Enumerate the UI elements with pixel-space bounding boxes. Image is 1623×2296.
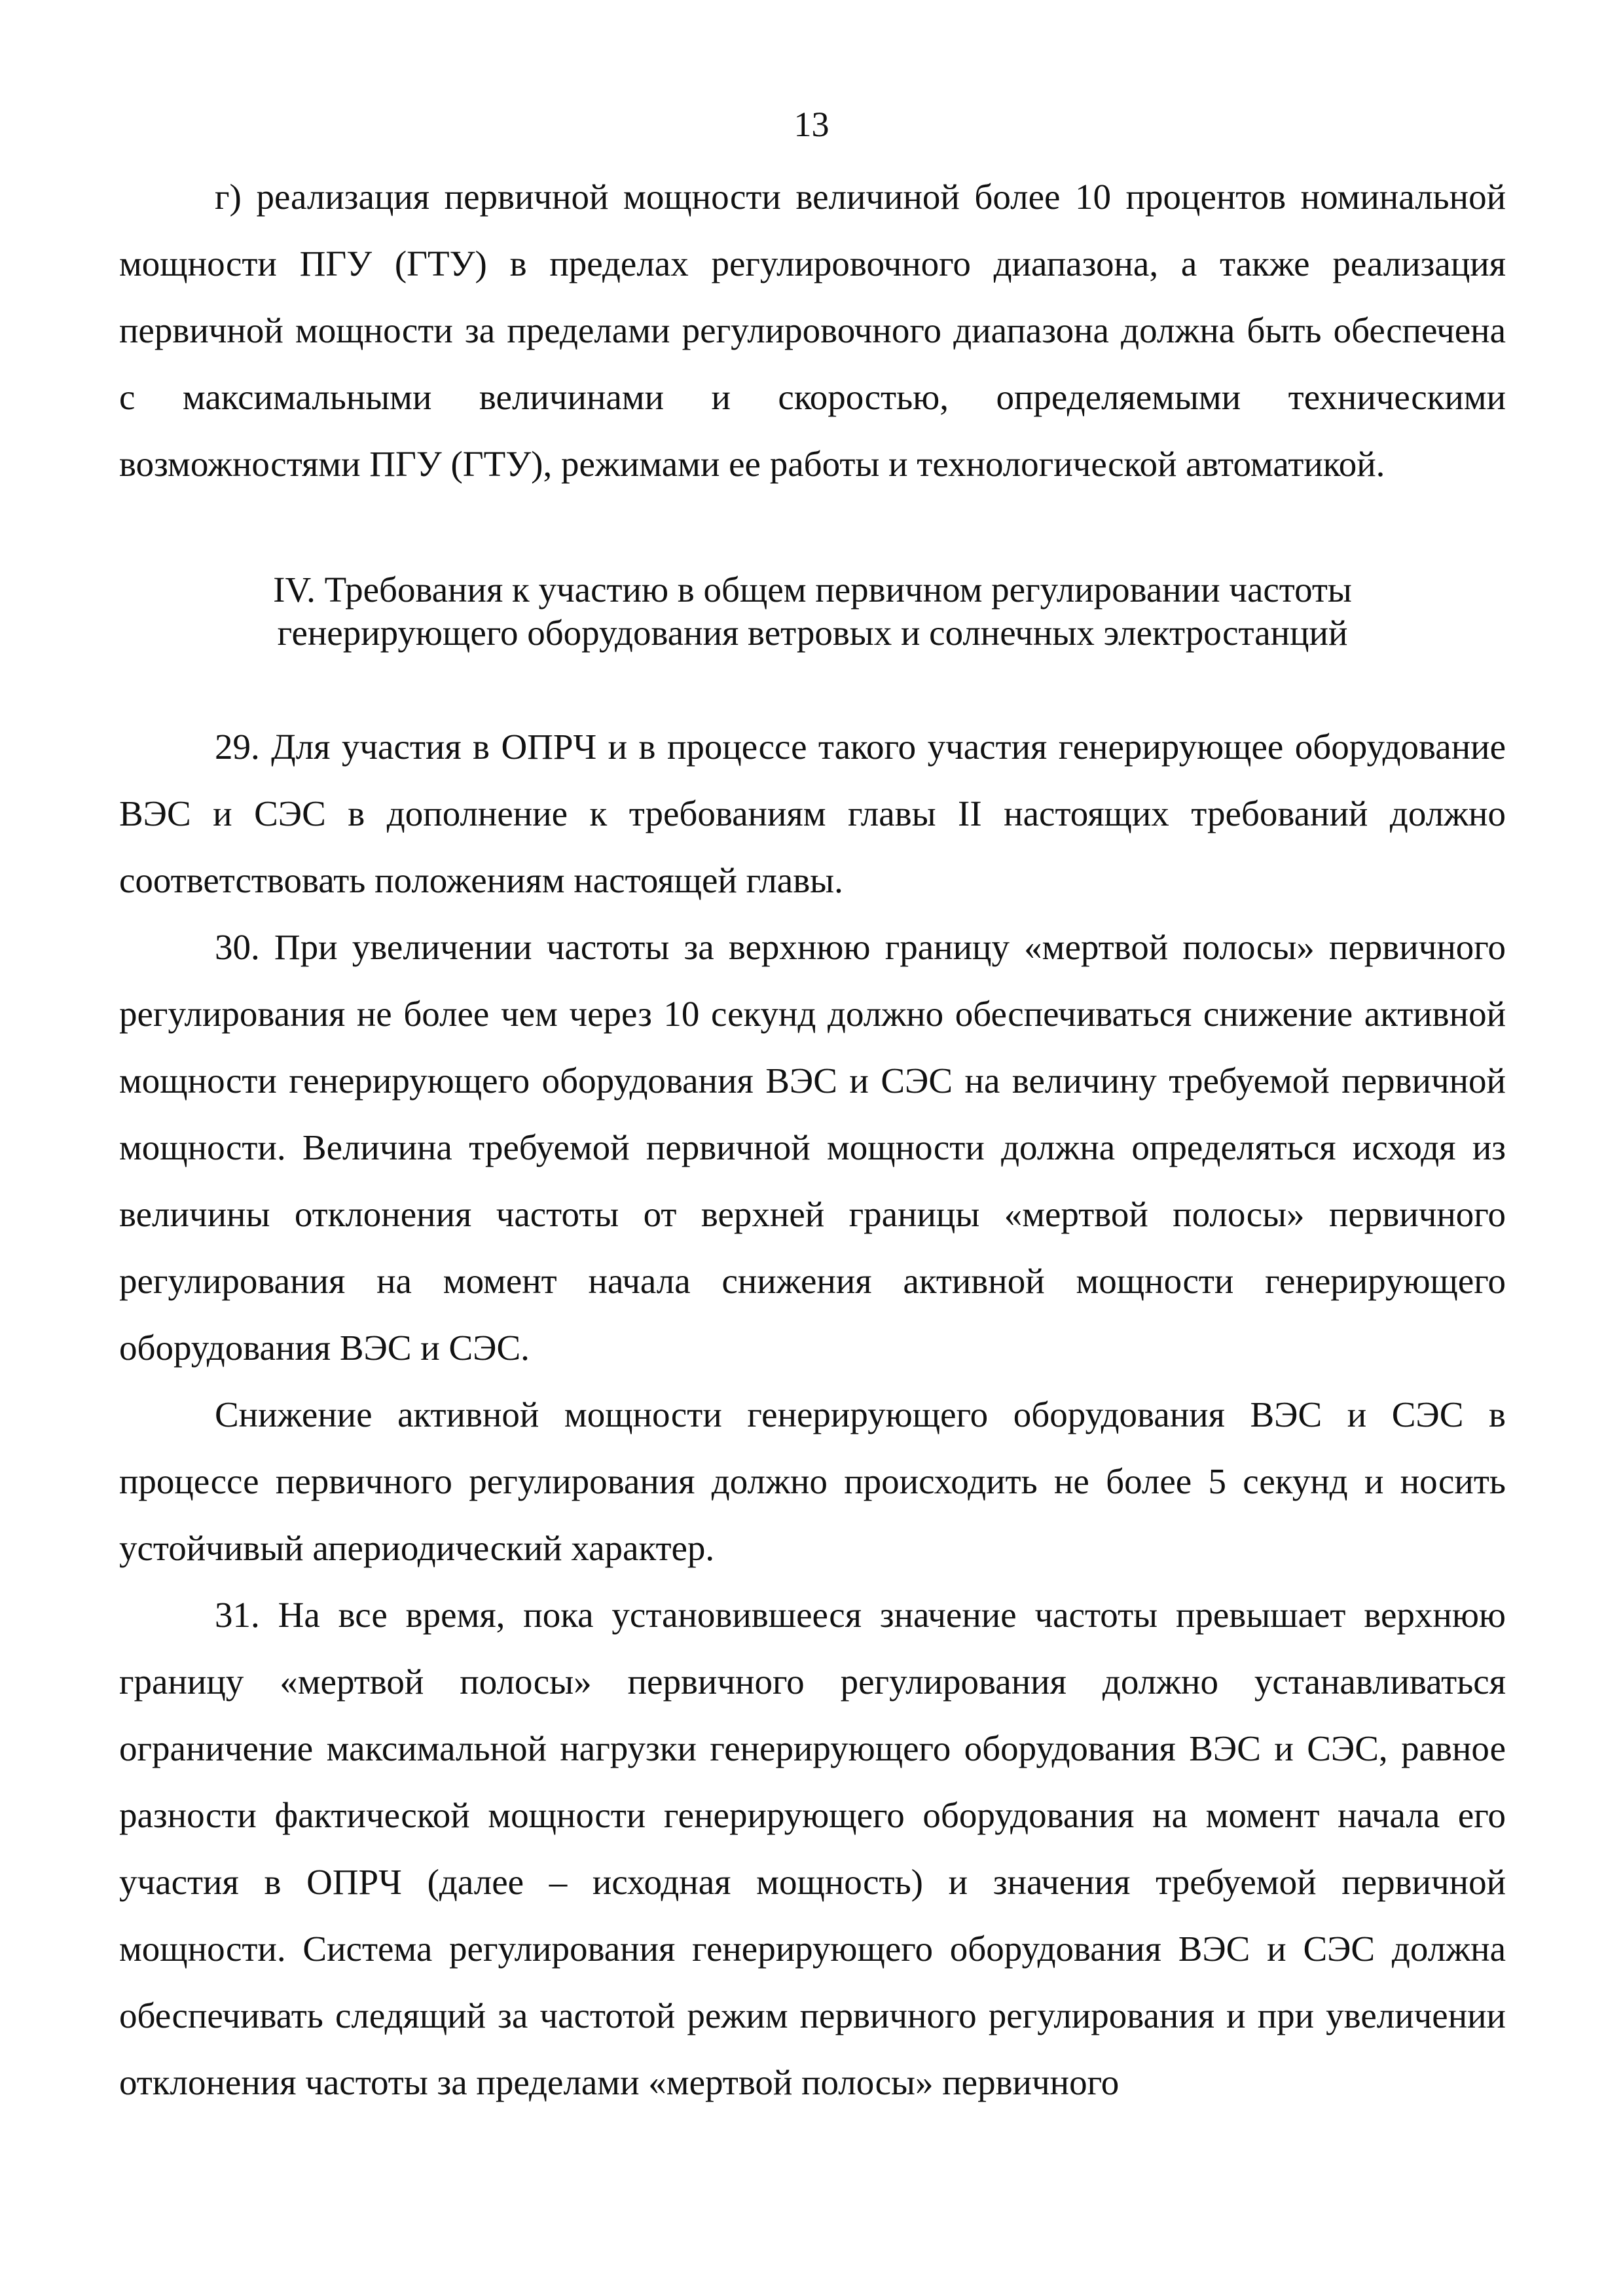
document-body [119,164,1506,2116]
section-heading-line-2: генерирующего оборудования ветровых и солнечных электростанций [277,613,1348,653]
paragraph-item-g: г) реализация первичной мощности величиной более 10 процентов номинальной мощности ПГУ (ГТУ) в пределах регулировочного диапазона, а также реализация первичной мощности за пределами регулировочного диапазона должна быть обеспечена с максимальными величинами и скоростью, определяемыми техническими возможностями ПГУ (ГТУ), режимами ее работы и технологической автоматикой. [119,177,1506,484]
paragraph-29: 29. Для участия в ОПРЧ и в процессе такого участия генерирующее оборудование ВЭС и СЭС в дополнение к требованиям главы II настоящих требований должно соответствовать положениям настоящей главы. [119,727,1506,900]
page-number: 13 [793,105,830,144]
paragraph-30: 30. При увеличении частоты за верхнюю границу «мертвой полосы» первичного регулирования не более чем через 10 секунд должно обеспечиваться снижение активной мощности генерирующего оборудования ВЭС и СЭС на величину требуемой первичной мощности. Величина требуемой первичной мощности должна определяться исходя из величины отклонения частоты от верхней границы «мертвой полосы» первичного регулирования на момент начала снижения активной мощности генерирующего оборудования ВЭС и СЭС. [119,927,1506,1368]
paragraph-30-continuation: Снижение активной мощности генерирующего оборудования ВЭС и СЭС в процессе первичного регулирования должно происходить не более 5 секунд и носить устойчивый апериодический характер. [119,1394,1506,1568]
paragraph-31: 31. На все время, пока установившееся значение частоты превышает верхнюю границу «мертвой полосы» первичного регулирования должно устанавливаться ограничение максимальной нагрузки генерирующего оборудования ВЭС и СЭС, равное разности фактической мощности генерирующего оборудования на момент начала его участия в ОПРЧ (далее – исходная мощность) и значения требуемой первичной мощности. Система регулирования генерирующего оборудования ВЭС и СЭС должна обеспечивать следящий за частотой режим первичного регулирования и при увеличении отклонения частоты за пределами «мертвой полосы» первичного [119,1595,1506,2102]
section-heading-line-1: IV. Требования к участию в общем первичном регулировании частоты [273,570,1352,610]
section-heading [119,568,1506,655]
